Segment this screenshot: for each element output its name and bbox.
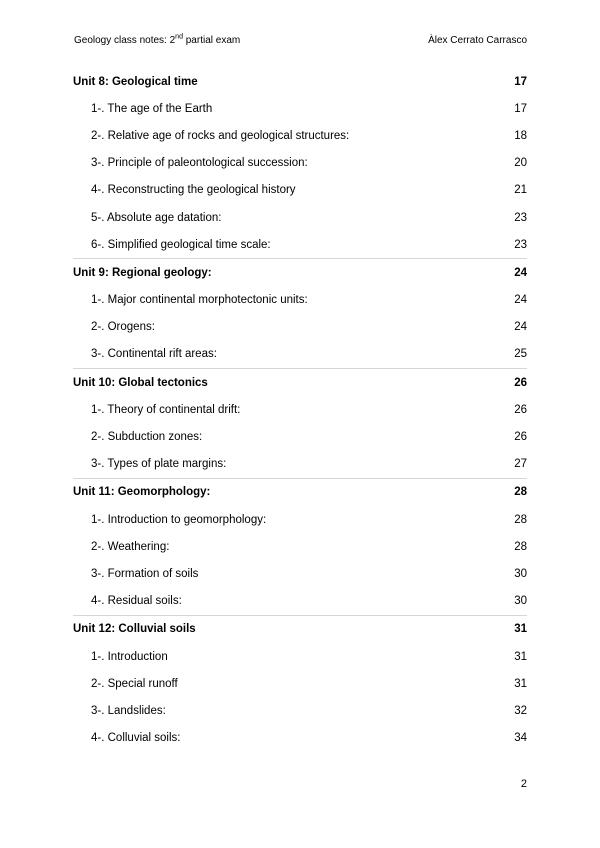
toc-section-page: 28 xyxy=(514,540,527,553)
toc-section-entry[interactable] xyxy=(73,451,527,478)
toc-section-entry[interactable] xyxy=(73,725,527,752)
toc-section-title: 1-. Introduction xyxy=(91,650,168,663)
toc-section-page: 26 xyxy=(514,431,527,444)
toc-section-title: 1-. Introduction to geomorphology: xyxy=(91,513,267,526)
toc-section-title: 2-. Special runoff xyxy=(91,677,178,690)
toc-section-title: 2-. Subduction zones: xyxy=(91,431,203,444)
toc-section-page: 24 xyxy=(514,321,527,334)
toc-section-page: 26 xyxy=(514,403,527,416)
toc-section-title: 3-. Principle of paleontological succession: xyxy=(91,157,308,170)
toc-unit-entry[interactable] xyxy=(73,615,527,643)
toc-unit-entry[interactable] xyxy=(73,368,527,396)
toc-section-page: 18 xyxy=(514,129,527,142)
toc-section-entry[interactable] xyxy=(73,396,527,423)
toc-section-title: 2-. Relative age of rocks and geological structures: xyxy=(91,129,350,142)
toc-section-title: 1-. Major continental morphotectonic units: xyxy=(91,294,308,307)
toc-section-entry[interactable] xyxy=(73,588,527,615)
toc-section-page: 31 xyxy=(514,650,527,663)
toc-section-title: 3-. Landslides: xyxy=(91,704,166,717)
toc-section-page: 21 xyxy=(514,184,527,197)
toc-section-entry[interactable] xyxy=(73,506,527,533)
toc-section-page: 23 xyxy=(514,211,527,224)
toc-section-page: 23 xyxy=(514,238,527,251)
toc-section-page: 30 xyxy=(514,595,527,608)
toc-unit-entry[interactable] xyxy=(73,258,527,286)
toc-unit-title: Unit 11: Geomorphology: xyxy=(73,486,211,499)
toc-section-title: 3-. Formation of soils xyxy=(91,567,199,580)
toc-section-page: 20 xyxy=(514,157,527,170)
toc-section-entry[interactable] xyxy=(73,643,527,670)
toc-unit-page: 24 xyxy=(514,266,527,279)
toc-section-entry[interactable] xyxy=(73,423,527,450)
toc-unit-entry[interactable] xyxy=(73,478,527,506)
toc-section-page: 24 xyxy=(514,294,527,307)
toc-section-entry[interactable] xyxy=(73,670,527,697)
toc-section-entry[interactable] xyxy=(73,287,527,314)
toc-unit-title: Unit 12: Colluvial soils xyxy=(73,623,196,636)
toc-section-entry[interactable] xyxy=(73,314,527,341)
toc-section-entry[interactable] xyxy=(73,177,527,204)
toc-unit-page: 26 xyxy=(514,376,527,389)
author-name: Àlex Cerrato Carrasco xyxy=(428,35,527,46)
toc-unit-page: 28 xyxy=(514,486,527,499)
toc-section-entry[interactable] xyxy=(73,150,527,177)
toc-section-title: 4-. Colluvial soils: xyxy=(91,732,181,745)
toc-section-entry[interactable] xyxy=(73,231,527,258)
toc-section-entry[interactable] xyxy=(73,341,527,368)
toc-section-page: 25 xyxy=(514,348,527,361)
toc-section-page: 32 xyxy=(514,704,527,717)
table-of-contents xyxy=(73,68,527,752)
toc-section-page: 34 xyxy=(514,732,527,745)
toc-section-title: 6-. Simplified geological time scale: xyxy=(91,238,271,251)
toc-section-title: 3-. Continental rift areas: xyxy=(91,348,217,361)
toc-section-page: 17 xyxy=(514,102,527,115)
toc-section-title: 5-. Absolute age datation: xyxy=(91,211,222,224)
toc-section-entry[interactable] xyxy=(73,122,527,149)
toc-section-entry[interactable] xyxy=(73,697,527,724)
toc-section-title: 1-. Theory of continental drift: xyxy=(91,403,241,416)
toc-section-title: 3-. Types of plate margins: xyxy=(91,458,227,471)
toc-section-title: 4-. Reconstructing the geological history xyxy=(91,184,296,197)
toc-section-page: 28 xyxy=(514,513,527,526)
toc-section-title: 2-. Weathering: xyxy=(91,540,170,553)
toc-section-title: 2-. Orogens: xyxy=(91,321,155,334)
toc-section-entry[interactable] xyxy=(73,533,527,560)
toc-section-page: 31 xyxy=(514,677,527,690)
toc-section-entry[interactable] xyxy=(73,560,527,587)
toc-section-title: 1-. The age of the Earth xyxy=(91,102,213,115)
toc-unit-entry[interactable] xyxy=(73,68,527,95)
toc-unit-title: Unit 10: Global tectonics xyxy=(73,376,208,389)
toc-unit-page: 17 xyxy=(514,75,527,88)
document-title: Geology class notes: 2nd partial exam xyxy=(74,33,241,46)
page-header xyxy=(74,35,527,46)
toc-unit-page: 31 xyxy=(514,623,527,636)
toc-section-page: 27 xyxy=(514,458,527,471)
toc-section-title: 4-. Residual soils: xyxy=(91,595,182,608)
toc-section-entry[interactable] xyxy=(73,95,527,122)
toc-unit-title: Unit 9: Regional geology: xyxy=(73,266,212,279)
toc-section-page: 30 xyxy=(514,567,527,580)
page-number: 2 xyxy=(520,778,527,790)
toc-section-entry[interactable] xyxy=(73,204,527,231)
toc-unit-title: Unit 8: Geological time xyxy=(73,75,198,88)
